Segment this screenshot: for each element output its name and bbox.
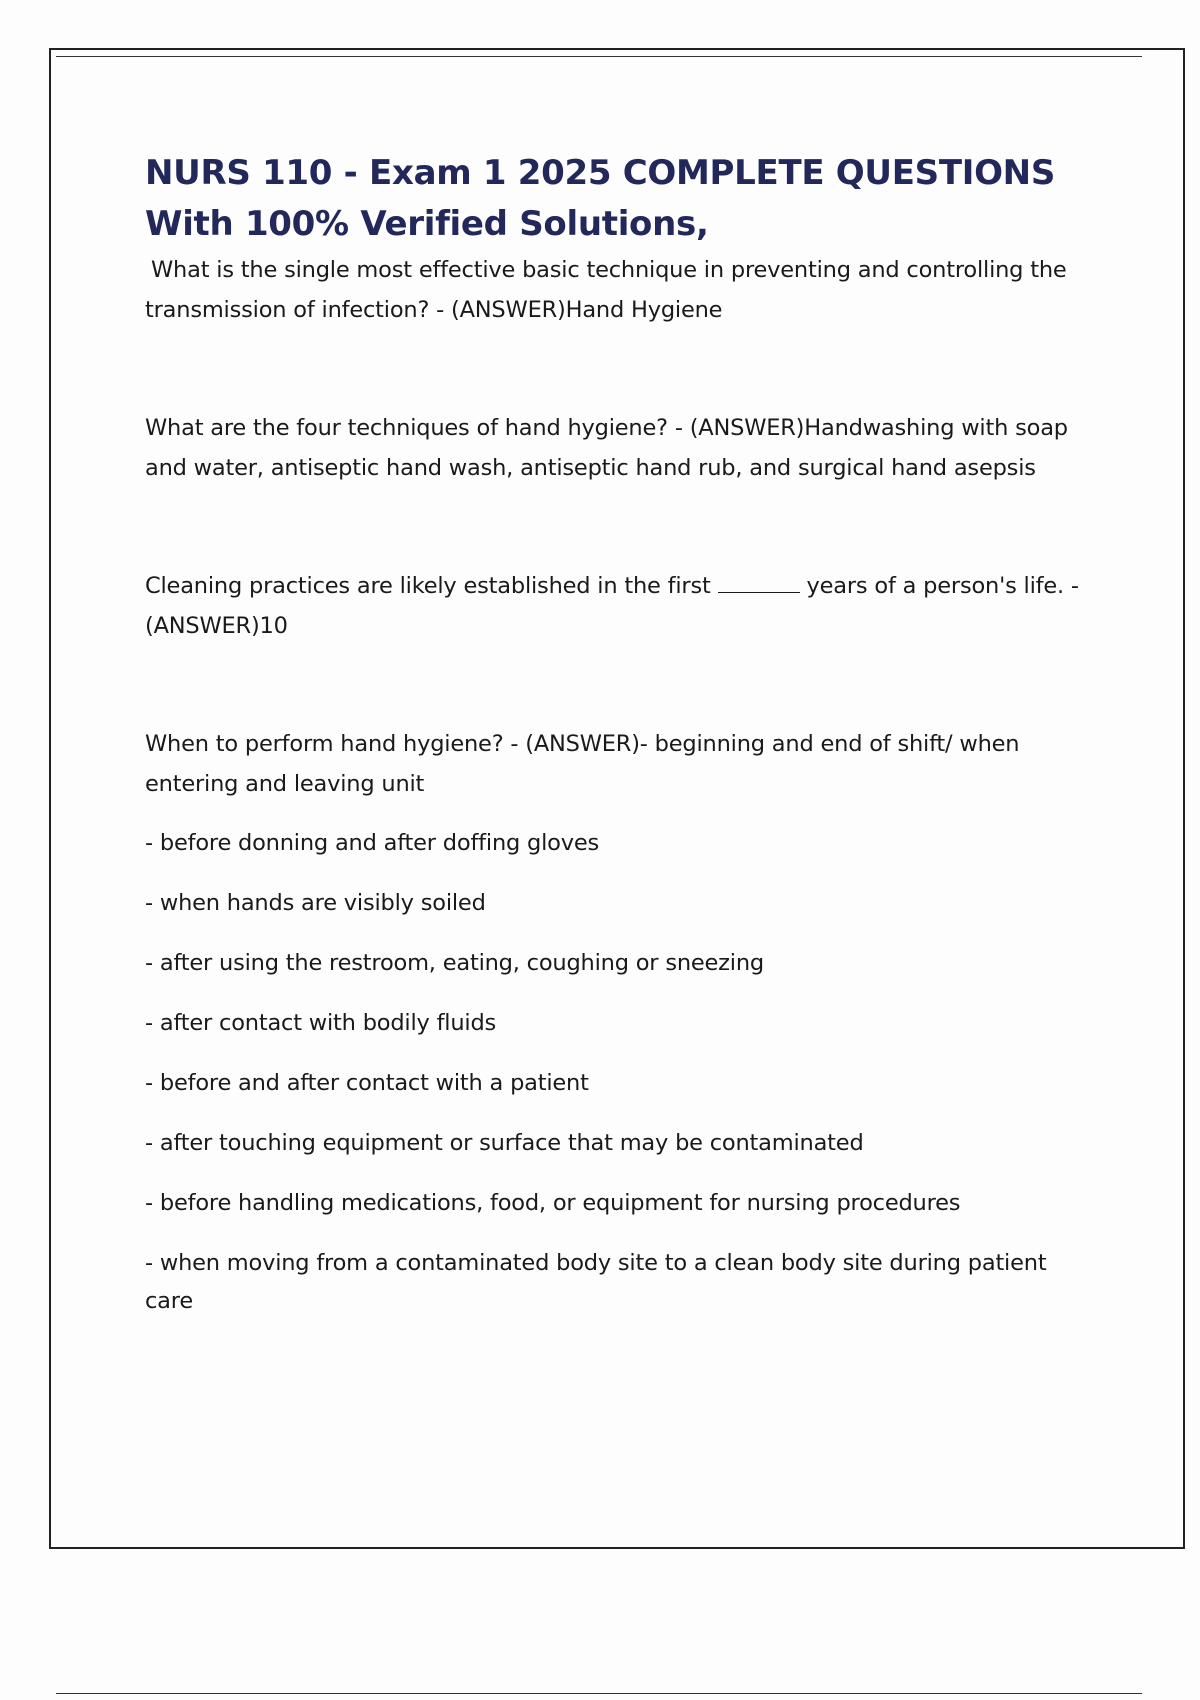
document-body <box>145 148 1095 1342</box>
qa-item-1 <box>145 250 1095 330</box>
list-item: - after contact with bodily fluids <box>145 1010 497 1036</box>
list-item: - when hands are visibly soiled <box>145 890 486 916</box>
list-item: - before and after contact with a patient <box>145 1070 589 1096</box>
qa-text: What is the single most effective basic technique in preventing and controlling the transmission of infection? - (ANSWER)Hand Hygiene <box>145 257 1067 323</box>
title-line-1: NURS 110 - Exam 1 2025 COMPLETE QUESTIONS <box>145 153 1056 193</box>
bottom-rule <box>56 1693 1142 1694</box>
list-item: - after touching equipment or surface that may be contaminated <box>145 1130 864 1156</box>
qa-item-4: When to perform hand hygiene? - (ANSWER)- beginning and end of shift/ when entering and leaving unit <box>145 731 1020 797</box>
list-item: - before donning and after doffing gloves <box>145 830 600 856</box>
qa-text-before-blank: Cleaning practices are likely established in the first <box>145 573 711 599</box>
list-item: - before handling medications, food, or equipment for nursing procedures <box>145 1190 961 1216</box>
top-rule <box>56 56 1142 57</box>
qa-text-after-blank: years of a person's life. - (ANSWER)10 <box>145 573 1079 639</box>
hand-hygiene-list <box>145 824 1095 1320</box>
list-item: - when moving from a contaminated body site to a clean body site during patient care <box>145 1250 1047 1314</box>
qa-item-3 <box>145 566 1095 646</box>
fill-in-blank <box>718 574 800 593</box>
qa-item-2: What are the four techniques of hand hygiene? - (ANSWER)Handwashing with soap and water, antiseptic hand wash, antiseptic hand rub, and surgical hand asepsis <box>145 415 1068 481</box>
title-line-2: With 100% Verified Solutions, <box>145 204 709 244</box>
list-item: - after using the restroom, eating, coughing or sneezing <box>145 950 764 976</box>
document-title <box>145 148 1095 250</box>
